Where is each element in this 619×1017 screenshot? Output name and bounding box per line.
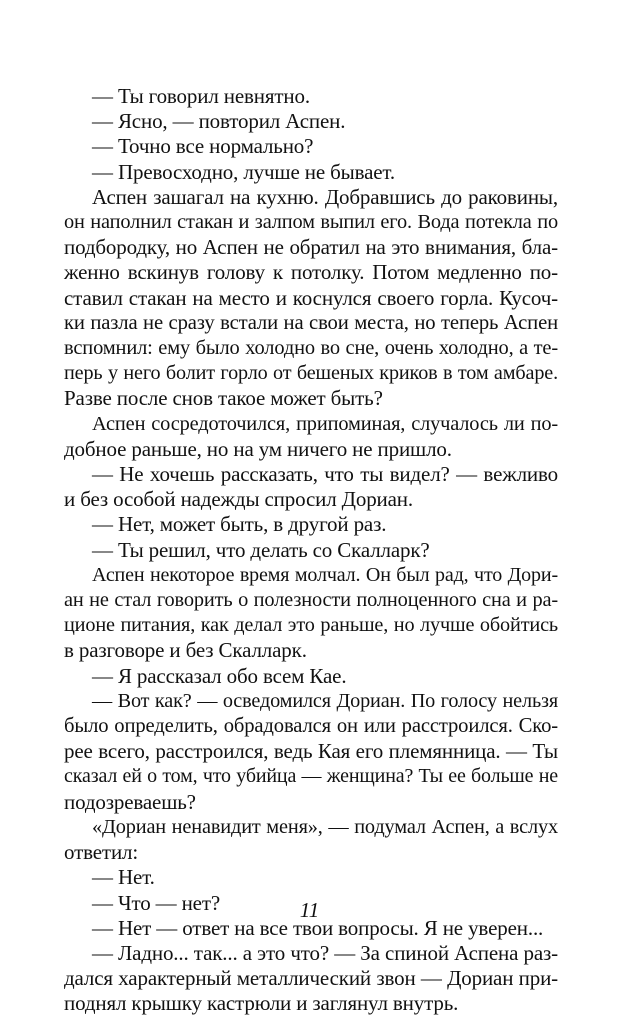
text-line: перь у него болит горло от бешеных криков в том амбаре. (64, 362, 558, 385)
text-line: женно вскинув голову к потолку. Потом медленно по- (64, 260, 558, 285)
text-line: ционе питания, как делал это раньше, но лучше обойтись (64, 614, 558, 637)
text-line: — Что — нет? (92, 890, 221, 915)
text-line: — Ты говорил невнятно. (92, 84, 310, 108)
text-line: ки пазла не сразу встали на свои места, но теперь Аспен (64, 311, 558, 334)
text-line: подбородку, но Аспен не обратил на это внимания, бла- (64, 235, 558, 260)
body-text (64, 84, 558, 1017)
text-line: он наполнил стакан и залпом выпил его. Вода потекла по (64, 211, 558, 234)
text-line: рее всего, расстроился, ведь Кая его племянница. — Ты (64, 739, 558, 764)
text-line: ан не стал говорить о полезности полноценного сна и ра- (64, 589, 558, 612)
text-line: ставил стакан на место и коснулся своего горла. Кусоч- (64, 285, 558, 310)
text-line: — Нет. (92, 865, 155, 890)
text-line: поднял крышку кастрюли и заглянул внутрь. (64, 991, 459, 1016)
text-line: в разговоре и без Скалларк. (64, 638, 307, 663)
text-line: ответил: (64, 840, 139, 865)
text-line: добное раньше, но на ум ничего не пришло. (64, 436, 452, 461)
text-line: дался характерный металлический звон — Дориан при- (64, 966, 558, 991)
text-line: — Не хочешь рассказать, что ты видел? — вежливо (92, 462, 558, 487)
text-line: Аспен сосредоточился, припоминая, случалось ли по- (92, 412, 558, 435)
page-number: 11 (299, 898, 320, 922)
text-line: — Превосходно, лучше не бывает. (92, 159, 395, 184)
text-line: Аспен некоторое время молчал. Он был рад, что Дори- (92, 563, 558, 586)
text-line: было определить, обрадовался он или расстроился. Ско- (64, 715, 558, 738)
text-line: — Ясно, — повторил Аспен. (92, 109, 346, 134)
text-line: подозреваешь? (64, 789, 196, 814)
text-line: Аспен зашагал на кухню. Добравшись до раковины, (92, 184, 558, 209)
text-line: — Я рассказал обо всем Кае. (92, 663, 347, 688)
text-line: «Дориан ненавидит меня», — подумал Аспен, а вслух (92, 815, 558, 838)
text-line: вспомнил: ему было холодно во сне, очень холодно, а те- (64, 337, 558, 360)
text-line: — Ладно... так... а это что? — За спиной Аспена раз- (92, 940, 558, 965)
text-line: — Вот как? — осведомился Дориан. По голосу нельзя (92, 689, 558, 712)
text-line: сказал ей о том, что убийца — женщина? Ты ее больше не (64, 765, 558, 788)
text-line: и без особой надежды спросил Дориан. (64, 487, 413, 512)
text-line: — Нет, может быть, в другой раз. (92, 512, 387, 537)
text-line: — Нет — ответ на все твои вопросы. Я не уверен... (92, 915, 544, 940)
text-line: — Ты решил, что делать со Скалларк? (92, 537, 430, 562)
text-line: Разве после снов такое может быть? (64, 386, 383, 411)
text-line: — Точно все нормально? (92, 134, 314, 159)
